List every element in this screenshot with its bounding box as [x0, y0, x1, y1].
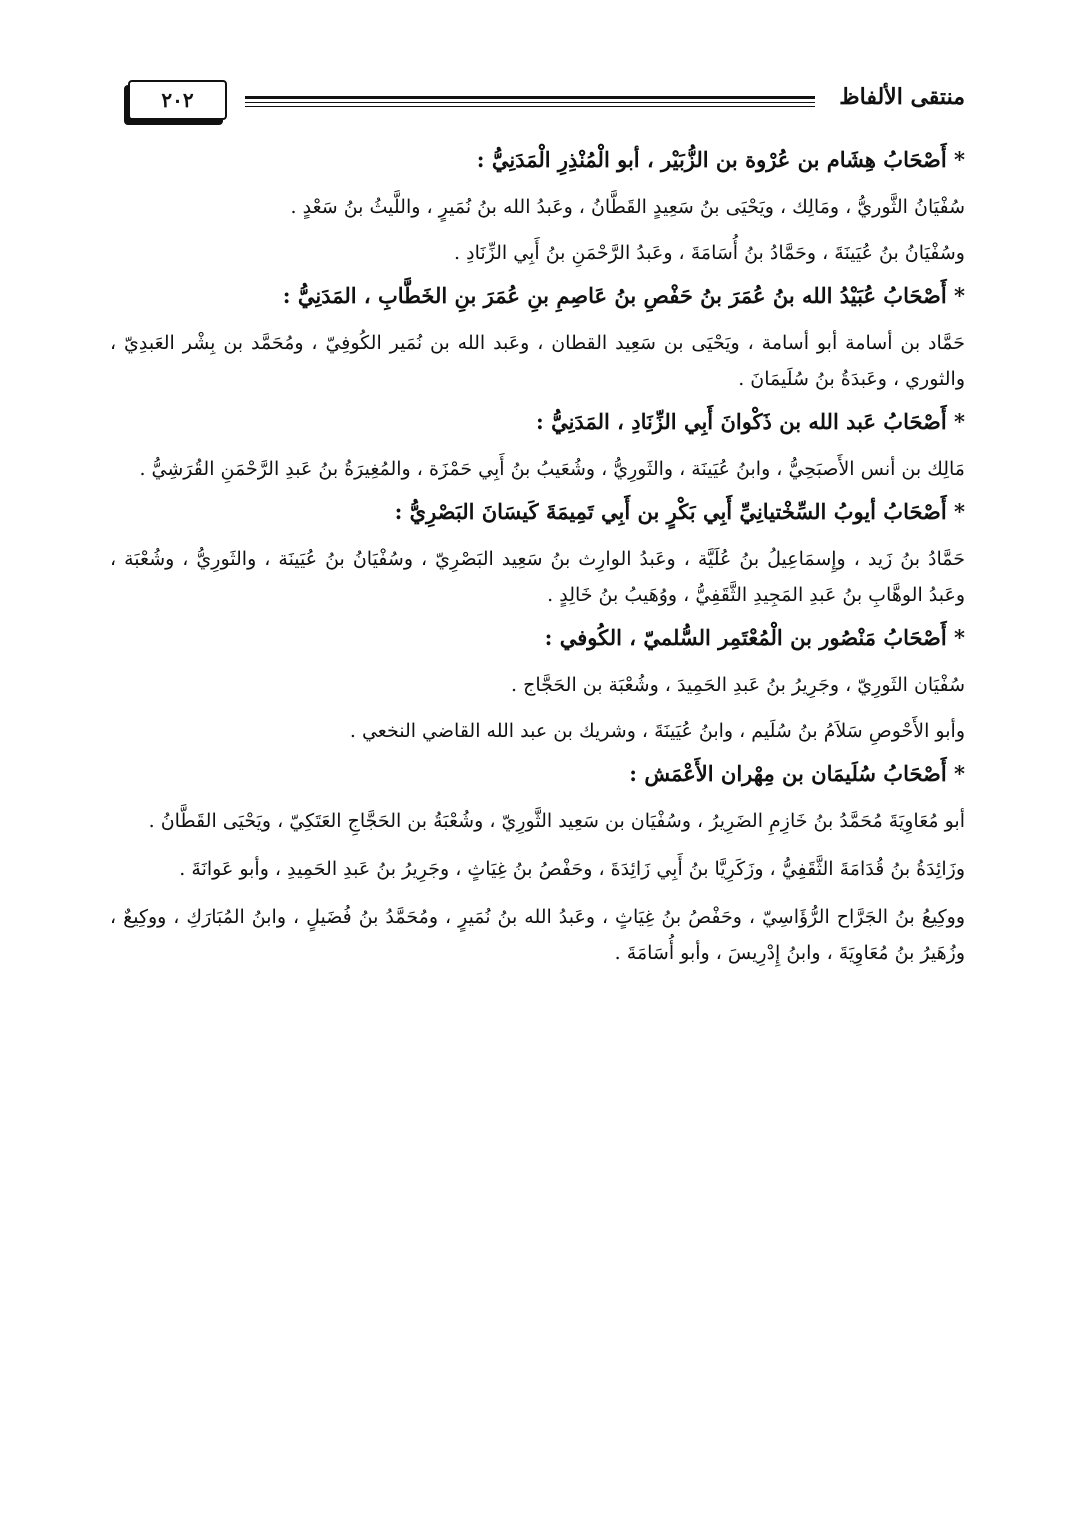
narrator-paragraph: ووكِيعُ بنُ الجَرَّاح الرُّؤَاسِيّ ، وحَفْصُ بنُ غِيَاثٍ ، وعَبدُ الله بنُ نُمَيرٍ ، ومُحَمَّدُ بنُ فُضَيلٍ ، وابنُ المُبَارَكِ ، ووكِيعٌ ، وزُهَيرُ بنُ مُعَاوِيَةَ ، وابنُ إِدْرِيسَ ، وأبو أُسَامَةَ .	[110, 906, 965, 964]
page-content	[110, 145, 965, 981]
narrator-paragraph: أبو مُعَاوِيَةَ مُحَمَّدُ بنُ خَازِمِ الضَرِيرُ ، وسُفْيَان بن سَعِيد الثَّورِيّ ، وشُعْبَةُ بن الحَجَّاجِ العَتَكِيّ ، ويَحْيَى القَطَّانُ .	[148, 810, 965, 832]
page-header	[110, 78, 965, 128]
narrator-paragraph: سُفْيَان الثَورِيّ ، وجَرِيرُ بنُ عَبدِ الحَمِيدَ ، وشُعْبَة بن الحَجَّاج .	[511, 674, 965, 696]
narrator-paragraph: وسُفْيَانُ بنُ عُيَينَةَ ، وحَمَّادُ بنُ أُسَامَةَ ، وعَبدُ الرَّحْمَنِ بنُ أَبِي الزِّنَادِ .	[454, 242, 965, 264]
section-heading: * أَصْحَابُ هِشَام بن عُرْوة بن الزُّبَيْر ، أبو الْمُنْذِرِ الْمَدَنِيُّ :	[476, 147, 965, 172]
section-heading: * أَصْحَابُ مَنْصُور بن الْمُعْتَمِر السُّلميّ ، الكُوفي :	[544, 625, 965, 650]
page-number: ٢٠٢	[128, 80, 227, 120]
section-heading: * أَصْحَابُ سُلَيمَان بن مِهْران الأَعْمَش :	[629, 761, 965, 786]
section-mansur	[110, 623, 965, 749]
section-heading: * أَصْحَابُ عُبَيْدُ الله بنُ عُمَرَ بنُ حَفْصِ بنُ عَاصِمِ بنِ عُمَرَ بنِ الخَطَّابِ ، المَدَنِيُّ :	[282, 283, 965, 308]
section-ayyub	[110, 497, 965, 613]
narrator-paragraph: حَمَّادُ بنُ زَيد ، وإِسمَاعِيلُ بنُ عُلَيَّة ، وعَبدُ الوارِث بنُ سَعِيد البَصْرِيّ ، وسُفْيَانُ بنُ عُيَينَة ، والثَورِيُّ ، وشُعْبَة ، وعَبدُ الوهَّابِ بنُ عَبدِ المَجِيدِ الثَّقَفِيُّ ، ووُهَيبُ بنُ خَالِدٍ .	[110, 548, 965, 606]
header-rule	[245, 96, 815, 99]
section-amash	[110, 759, 965, 971]
section-heading: * أَصْحَابُ أيوبُ السِّخْتيانِيِّ أَبِي بَكْرٍ بن أَبِي تَمِيمَةَ كَيسَانَ البَصْرِيُّ :	[394, 499, 965, 524]
section-heading: * أَصْحَابُ عَبد الله بن ذَكْوانَ أَبِي الزِّنَادِ ، المَدَنِيُّ :	[536, 409, 965, 434]
running-title: منتقى الألفاظ	[839, 84, 965, 110]
narrator-paragraph: مَالِك بن أنس الأَصبَحِيُّ ، وابنُ عُيَينَة ، والثَورِيُّ ، وشُعَيبُ بنُ أَبِي حَمْزَة ، والمُغِيرَةُ بنُ عَبدِ الرَّحْمَنِ القُرَشِيُّ .	[139, 458, 965, 480]
narrator-paragraph: حَمَّاد بن أسامة أبو أسامة ، ويَحْيَى بن سَعِيد القطان ، وعَبد الله بن نُمَير الكُوفِيّ ، ومُحَمَّد بن بِشْر العَبدِيّ ، والثوري ، وعَبدَةُ بنُ سُلَيمَانَ .	[110, 332, 965, 390]
narrator-paragraph: وزَائِدَةُ بنُ قُدَامَةَ الثَّقَفِيُّ ، وزَكَرِيَّا بنُ أَبِي زَائِدَةَ ، وحَفْصُ بنُ غِيَاثٍ ، وجَرِيرُ بنُ عَبدِ الحَمِيدِ ، وأبو عَوانَةَ .	[179, 858, 965, 880]
section-abu-zinad	[110, 407, 965, 487]
section-hisham	[110, 145, 965, 271]
section-ubaydullah	[110, 281, 965, 397]
narrator-paragraph: سُفْيَانُ الثَّوريُّ ، ومَالِك ، ويَحْيَى بنُ سَعِيدٍ القَطَّانُ ، وعَبدُ الله بنُ نُمَيرٍ ، واللَّيثُ بنُ سَعْدٍ .	[290, 196, 965, 218]
narrator-paragraph: وأبو الأَحْوصِ سَلاَمُ بنُ سُلَيم ، وابنُ عُيَينَةَ ، وشريك بن عبد الله القاضي النخعي .	[349, 720, 965, 742]
